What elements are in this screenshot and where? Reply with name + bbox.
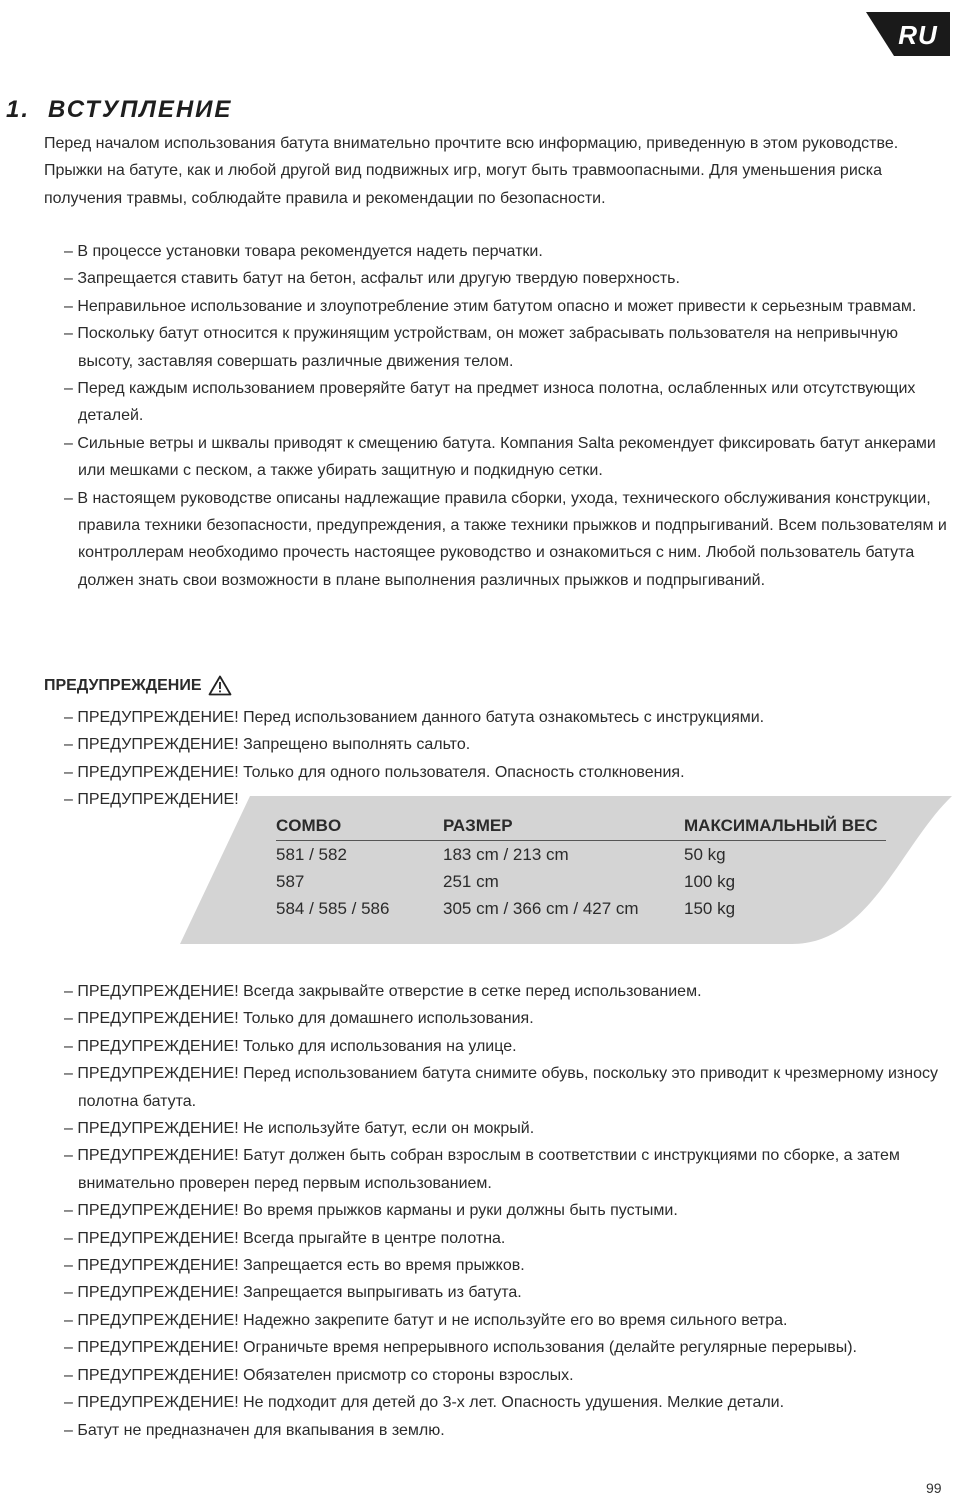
list-item: – ПРЕДУПРЕЖДЕНИЕ! Только для одного пользователя. Опасность столкновения. [58,759,954,786]
table-row [276,896,886,923]
warning-heading-text: ПРЕДУПРЕЖДЕНИЕ [44,676,202,694]
header-combo: COMBO [276,816,342,835]
list-item: – ПРЕДУПРЕЖДЕНИЕ! Только для домашнего использования. [58,1005,954,1032]
cell-size: 183 cm / 213 cm [443,844,569,864]
cell-combo: 584 / 585 / 586 [276,899,390,919]
cell-combo: 581 / 582 [276,844,347,864]
list-item: – В процессе установки товара рекомендуется надеть перчатки. [58,238,954,265]
cell-weight: 50 kg [684,844,726,864]
list-item: – ПРЕДУПРЕЖДЕНИЕ! Запрещается выпрыгивать из батута. [58,1279,954,1306]
list-item: – ПРЕДУПРЕЖДЕНИЕ! Надежно закрепите батут и не используйте его во время сильного ветра. [58,1307,954,1334]
table-header-row [276,812,886,841]
list-item: – ПРЕДУПРЕЖДЕНИЕ! Запрещается есть во время прыжков. [58,1252,954,1279]
cell-weight: 150 kg [684,899,736,919]
page-number: 99 [926,1480,942,1496]
cell-combo: 587 [276,872,305,892]
list-item: – ПРЕДУПРЕЖДЕНИЕ! Только для использования на улице. [58,1033,954,1060]
language-badge [866,12,950,56]
list-item: – ПРЕДУПРЕЖДЕНИЕ! Обязателен присмотр со стороны взрослых. [58,1362,954,1389]
list-item: – ПРЕДУПРЕЖДЕНИЕ! [58,786,954,813]
list-item: – Поскольку батут относится к пружинящим устройствам, он может забрасывать пользователя на непривычную высоту, заставляя совершать различные движения телом. [58,320,954,375]
list-item: – ПРЕДУПРЕЖДЕНИЕ! Всегда прыгайте в центре полотна. [58,1225,954,1252]
header-max-weight: МАКСИМАЛЬНЫЙ ВЕС [684,816,878,835]
list-item: – ПРЕДУПРЕЖДЕНИЕ! Перед использованием данного батута ознакомьтесь с инструкциями. [58,704,954,731]
list-item: – ПРЕДУПРЕЖДЕНИЕ! Батут должен быть собран взрослым в соответствии с инструкциями по сборке, а затем внимательно проверен перед первым использованием. [58,1142,954,1197]
list-item: – Батут не предназначен для вкапывания в землю. [58,1417,954,1444]
list-item: – ПРЕДУПРЕЖДЕНИЕ! Перед использованием батута снимите обувь, поскольку это приводит к чрезмерному износу полотна батута. [58,1060,954,1115]
intro-paragraph: Перед началом использования батута внимательно прочтите всю информацию, приведенную в этом руководстве. Прыжки на батуте, как и любой другой вид подвижных игр, могут быть травмоопасными. Для уменьшения риска получения травмы, соблюдайте правила и рекомендации по безопасности. [44,135,899,207]
header-size: РАЗМЕР [443,816,513,835]
cell-size: 251 cm [443,872,499,892]
list-item: – ПРЕДУПРЕЖДЕНИЕ! Во время прыжков карманы и руки должны быть пустыми. [58,1197,954,1224]
language-badge-label: RU [898,20,938,50]
section-number: 1. [6,96,31,123]
list-item: – Запрещается ставить батут на бетон, асфальт или другую твердую поверхность. [58,265,954,292]
warning-list-bottom [58,978,954,1444]
table-row [276,868,886,895]
spec-table [276,812,886,923]
cell-weight: 100 kg [684,872,736,892]
list-item: – ПРЕДУПРЕЖДЕНИЕ! Не используйте батут, если он мокрый. [58,1115,954,1142]
intro-list [58,238,954,594]
list-item: – В настоящем руководстве описаны надлежащие правила сборки, ухода, технического обслуживания конструкции, правила техники безопасности, предупреждения, а также техники прыжков и подпрыгиваний. Всем пользователям и контроллерам необходимо прочесть настоящее руководство и ознакомиться с ним. Любой пользователь батута должен знать свои возможности в плане выполнения различных прыжков и подпрыгиваний. [58,485,954,595]
warning-triangle-icon [208,675,232,696]
list-item: – Сильные ветры и шквалы приводят к смещению батута. Компания Salta рекомендует фиксировать батут анкерами или мешками с песком, а также убирать защитную и подкидную сетки. [58,430,954,485]
spec-table-band [180,796,952,944]
list-item: – Перед каждым использованием проверяйте батут на предмет износа полотна, ослабленных или отсутствующих деталей. [58,375,954,430]
list-item: – ПРЕДУПРЕЖДЕНИЕ! Ограничьте время непрерывного использования (делайте регулярные перерывы). [58,1334,954,1361]
list-item: – Неправильное использование и злоупотребление этим батутом опасно и может привести к серьезным травмам. [58,293,954,320]
table-row [276,841,886,869]
list-item: – ПРЕДУПРЕЖДЕНИЕ! Всегда закрывайте отверстие в сетке перед использованием. [58,978,954,1005]
list-item: – ПРЕДУПРЕЖДЕНИЕ! Запрещено выполнять сальто. [58,731,954,758]
warning-heading [44,675,232,696]
section-title [6,96,232,124]
list-item: – ПРЕДУПРЕЖДЕНИЕ! Не подходит для детей до 3-х лет. Опасность удушения. Мелкие детали. [58,1389,954,1416]
section-title-text: ВСТУПЛЕНИЕ [48,96,233,123]
cell-size: 305 cm / 366 cm / 427 cm [443,899,639,919]
